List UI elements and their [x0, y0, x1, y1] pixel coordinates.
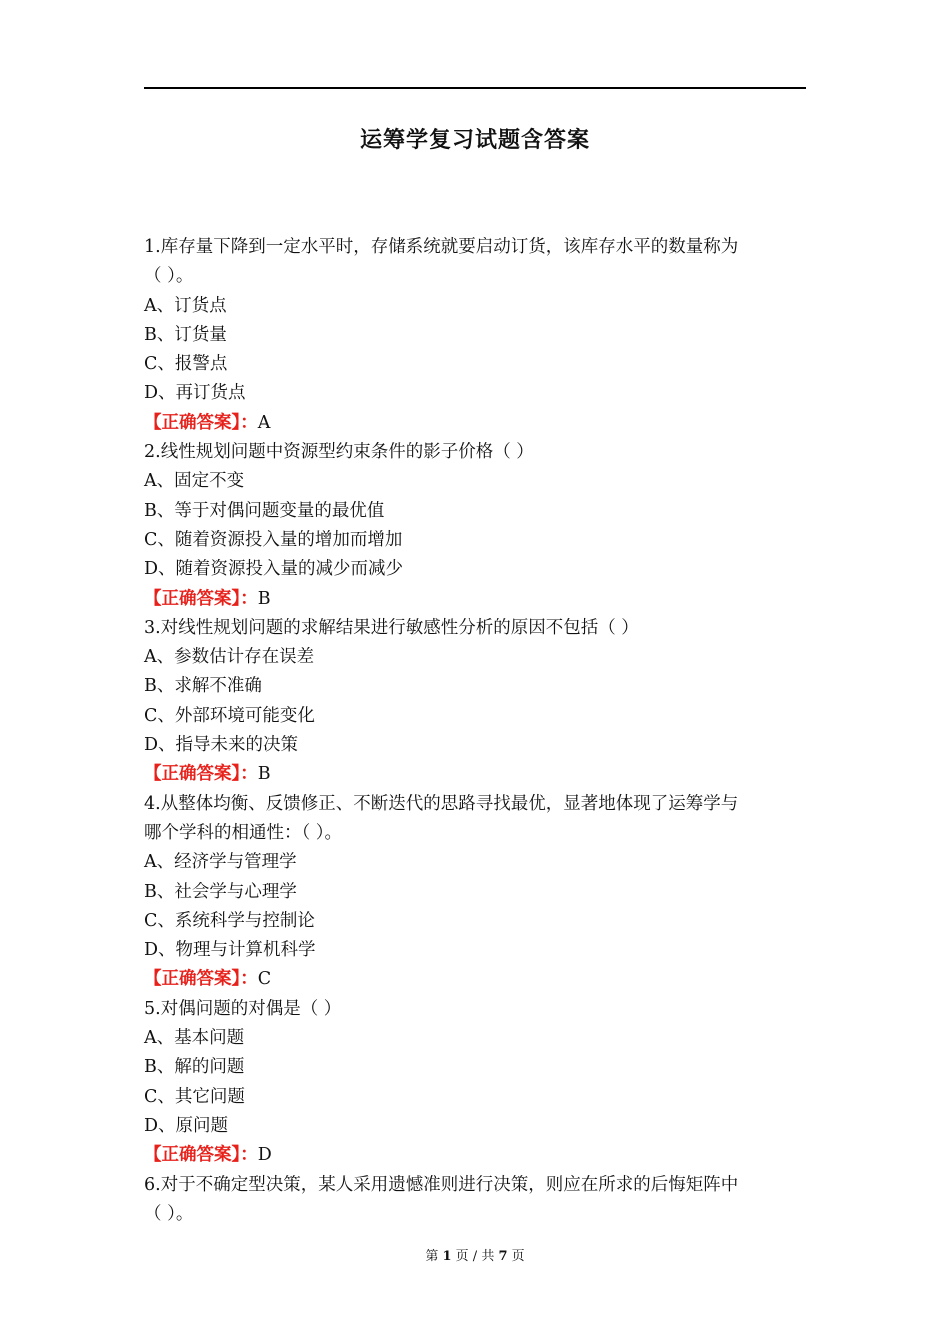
question-text-line: （ ）。	[144, 266, 194, 287]
page-footer	[0, 1245, 950, 1264]
question-text-line: D、物理与计算机科学	[144, 940, 316, 961]
answer-line	[144, 760, 806, 789]
header-rule	[144, 87, 806, 89]
question-text-line: D、随着资源投入量的减少而减少	[144, 559, 404, 580]
answer-label: 【正确答案】：	[144, 1145, 258, 1166]
page-title: 运筹学复习试题含答案	[359, 127, 590, 153]
answer-value: C	[257, 969, 272, 990]
question-text-line: C、随着资源投入量的增加而增加	[144, 529, 403, 550]
question-text-line: A、经济学与管理学	[144, 852, 297, 873]
answer-value: D	[257, 1145, 272, 1166]
question-text-line: 4.从整体均衡、反馈修正、不断迭代的思路寻找最优，显著地体现了运筹学与	[144, 793, 739, 814]
question-text-line: D、原问题	[144, 1115, 229, 1136]
question-text-line: C、外部环境可能变化	[144, 705, 315, 726]
question-text-line: B、解的问题	[144, 1057, 245, 1078]
footer-middle: 页 / 共	[455, 1249, 495, 1264]
footer-total-pages: 7	[498, 1249, 508, 1264]
question-list	[144, 233, 806, 1229]
footer-prefix: 第	[425, 1249, 439, 1264]
answer-label: 【正确答案】：	[144, 412, 258, 433]
question-text-line: （ ）。	[144, 1203, 194, 1224]
answer-line	[144, 1141, 806, 1170]
question-text-line: 5.对偶问题的对偶是（ ）	[144, 998, 342, 1019]
question-text-line: 2.线性规划问题中资源型约束条件的影子价格（ ）	[144, 442, 534, 463]
answer-value: A	[257, 412, 271, 433]
answer-label: 【正确答案】：	[144, 764, 258, 785]
answer-value: B	[257, 588, 271, 609]
question-text-line: B、等于对偶问题变量的最优值	[144, 500, 385, 521]
question-text-line: D、指导未来的决策	[144, 735, 299, 756]
question-text-line: A、基本问题	[144, 1028, 245, 1049]
footer-page-number: 1	[442, 1249, 452, 1264]
footer-suffix: 页	[511, 1249, 525, 1264]
answer-label: 【正确答案】：	[144, 969, 258, 990]
question-text-line: 1.库存量下降到一定水平时，存储系统就要启动订货，该库存水平的数量称为	[144, 237, 739, 257]
question-text-line: A、订货点	[144, 295, 227, 316]
question-text-line: C、其它问题	[144, 1086, 245, 1107]
question-text-line: 哪个学科的相通性：（ ）。	[144, 822, 343, 843]
question-text-line: 6.对于不确定型决策，某人采用遗憾准则进行决策，则应在所求的后悔矩阵中	[144, 1174, 739, 1195]
question-text-line: D、再订货点	[144, 383, 246, 404]
answer-label: 【正确答案】：	[144, 588, 258, 609]
question-text-line: C、报警点	[144, 354, 228, 375]
answer-line	[144, 409, 806, 438]
question-text-line: B、社会学与心理学	[144, 881, 297, 902]
question-text-line: 3.对线性规划问题的求解结果进行敏感性分析的原因不包括（ ）	[144, 617, 639, 638]
question-text-line: B、订货量	[144, 324, 227, 345]
question-text-line: B、求解不准确	[144, 676, 262, 697]
question-text-line: C、系统科学与控制论	[144, 910, 315, 931]
question-text-line: A、参数估计存在误差	[144, 647, 315, 668]
question-text-line: A、固定不变	[144, 471, 245, 492]
answer-line	[144, 965, 806, 994]
answer-line	[144, 585, 806, 614]
answer-value: B	[257, 764, 271, 785]
